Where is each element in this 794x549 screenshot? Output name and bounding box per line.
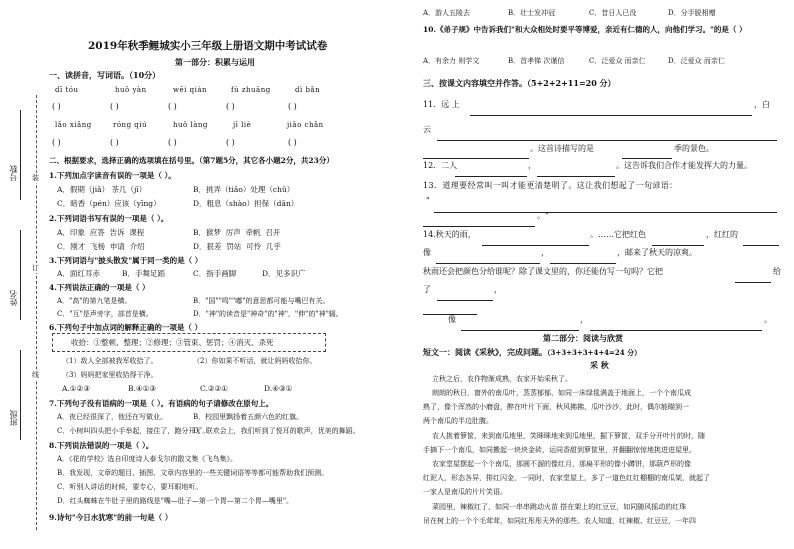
q14-period: 。	[764, 315, 772, 324]
word: 课程	[129, 228, 145, 237]
item6-sentence-3: （3）妈妈把家里收拾得干净。	[62, 371, 158, 379]
q14-blank-4[interactable]	[436, 255, 540, 264]
q13-close-quote: 。"	[537, 211, 549, 220]
q10-opt-c[interactable]: C．泛爱众 而亲仁	[589, 57, 646, 65]
item2-opt-b[interactable]	[193, 227, 280, 238]
q11-start: 11．远 上	[423, 100, 460, 109]
passage-label	[423, 347, 641, 358]
item2-opt-d[interactable]	[193, 241, 281, 252]
item6-opt-c[interactable]: C.②②①	[200, 384, 229, 393]
item4-opt-b[interactable]: B．"国""鸣""嘟"的意思都可能与嘴巴有关。	[193, 297, 330, 305]
item6-opt-a[interactable]: A.①②③	[62, 384, 90, 393]
q10-opt-b[interactable]: B．首孝悌 次谨信	[508, 57, 565, 65]
passage-line: 两个南瓜的半边肚腹。	[423, 417, 493, 425]
passage-title: 采 秋	[590, 360, 609, 370]
cut-mark-zhuang: 装	[32, 174, 39, 182]
q12-end: 。这告诉我们合作才能发挥大的力量。	[616, 161, 752, 170]
student-number-label: 号数	[9, 165, 18, 181]
part2-heading: 第二部分：阅读与欣赏	[543, 333, 623, 343]
definition-box	[52, 333, 326, 352]
item7-stem: 7.下列句子没有语病的一项是（ ）。有语病的句子请修改在原句上。	[49, 399, 274, 408]
q14-blank-5[interactable]	[550, 255, 616, 264]
word: A．印象	[57, 228, 85, 237]
q14-comma2: ，	[494, 285, 502, 294]
pinyin-9: jī liè	[233, 121, 252, 129]
q14-blank-2[interactable]	[652, 237, 704, 246]
answer-paren[interactable]: ( )	[52, 138, 61, 147]
word: 召开	[265, 228, 281, 237]
q14-like: 像	[423, 248, 431, 257]
word: 飞杨	[90, 242, 106, 251]
item7-opt-b[interactable]: B．校园里飘扬着五颜六色的红旗。	[193, 413, 304, 421]
q11-mid: ，白	[754, 100, 770, 109]
q14-prompt: 秋雨还会把颜色分给谁呢？除了课文里的，你还能仿写一句吗？它把	[423, 267, 663, 276]
item8-opt-a[interactable]: A．《花的学校》选自印度诗人泰戈尔的散文集《飞鸟集》。	[57, 455, 238, 463]
pinyin-5: dì bǎn	[295, 86, 321, 94]
item8-stem: 8.下列说法错误的一项是（ ）。	[49, 441, 154, 450]
class-line	[20, 350, 21, 440]
q10-opt-a[interactable]: A．有余力 则学文	[423, 57, 480, 65]
answer-paren[interactable]: ( )	[226, 138, 235, 147]
answer-paren[interactable]: ( )	[288, 102, 297, 111]
item3-stem: 3.下列词语与"披头散发"属于同一类的是（ ）	[49, 256, 203, 265]
item2-stem: 2.下列词语书写有误的一项是（ ）。	[49, 214, 169, 223]
item8-opt-b[interactable]: B．我发现，文章的题目、插图、文章内容里的一些关键词语等等都可能帮助我们预测。	[57, 469, 329, 477]
name-label: 姓名	[9, 290, 18, 306]
item7-opt-d[interactable]: D．联欢会上，我们听到了悦耳的歌声，优美的舞蹈。	[193, 427, 360, 435]
item4-opt-d[interactable]: D．"神"的读音是"神奇"的"神"，"伸"的"神"辐。	[193, 310, 343, 318]
word: 告诉	[109, 228, 125, 237]
q14-comma: ，	[541, 248, 549, 257]
q10-opt-d[interactable]: D．泛爱众 而亲仁	[668, 57, 725, 65]
cut-mark-ding: 订	[32, 264, 39, 272]
item1-opt-a[interactable]: A．假期（jiǎ） 茶几（jī）	[57, 185, 147, 194]
item6-stem: 6.下列句子中加点词的解释正确的一项是（ ）	[49, 323, 202, 332]
word: 可怜	[246, 242, 262, 251]
word: 申请	[109, 242, 125, 251]
item3-opt-a[interactable]: A．面红耳赤	[57, 269, 100, 278]
passage-line: 一家人是南瓜的片片笑语。	[423, 488, 507, 496]
q14-start: 14.秋天的雨，	[423, 230, 476, 239]
word: 罚站	[226, 242, 242, 251]
word: 介绍	[129, 242, 145, 251]
answer-paren[interactable]: ( )	[110, 102, 119, 111]
pinyin-6: lǎo xiǎng	[55, 121, 92, 129]
name-line	[20, 230, 21, 320]
q14-mail: ，邮来了秋天的凉爽。	[617, 248, 697, 257]
word: B．猴梦	[193, 228, 222, 237]
pinyin-2: huǒ yàn	[115, 86, 147, 94]
cut-mark-xian: 线	[32, 371, 39, 379]
word: C．刚才	[57, 242, 86, 251]
item3-opt-d[interactable]: D．见多识广	[262, 269, 306, 278]
q13-open-quote: "	[426, 196, 430, 205]
answer-paren[interactable]: ( )	[168, 102, 177, 111]
q11-yun: 云	[423, 125, 431, 134]
passage-label-text: 短文一：阅读《采秋》，完成问题。	[423, 347, 547, 357]
q12-blank-1[interactable]	[455, 168, 527, 177]
pinyin-1: dī tóu	[55, 86, 79, 94]
q9-opt-b[interactable]: B．壮士发冲冠	[508, 9, 556, 17]
definition-text: 收拾：①整顿、整理；②修理；③管束、惩罚；④消灭、杀死	[71, 338, 274, 347]
q14-blank-1[interactable]	[482, 237, 589, 246]
answer-paren[interactable]: ( )	[168, 138, 177, 147]
item7-opt-c[interactable]: C．小树叫四头把小手举起，接住了，跑分开了。	[57, 427, 210, 435]
item9-stem: 9.诗句"今日水犹寒"的前一句是（ ）	[49, 513, 173, 522]
q14-blank-9[interactable]	[461, 322, 579, 331]
item4-stem: 4.下列说法正确的一项是（ ）	[49, 283, 150, 292]
passage-line: 熟了，像个浑然的小磨盘，醉在叶片下面，秋风拂拂，瓜叶沙沙，此时，偶尔能瞄到一	[423, 403, 689, 411]
exam-title: 2019年秋季鲤城实小三年级上册语文期中考试试卷	[88, 40, 328, 52]
q12-blank-2[interactable]	[537, 168, 615, 177]
q9-opt-a[interactable]: A．游人五陵去	[423, 9, 471, 17]
passage-line: 手摘下一个南瓜，如同搬起一块块金砖，运同香甜到箩筐里，并翻翻惊惊地挑进进屋里。	[423, 446, 696, 454]
item1-stem: 1.下列加点字读音有误的一项是（ ）。	[49, 171, 176, 180]
item7-opt-a[interactable]: A．夜已经很深了，他还在写做业。	[57, 413, 168, 421]
word: 厉声	[225, 228, 241, 237]
answer-paren[interactable]: ( )	[288, 138, 297, 147]
item1-opt-c[interactable]: C．暗香（pén）应该（yīng）	[57, 199, 161, 208]
q1-heading: 一、读拼音，写词语。（10分）	[49, 70, 161, 80]
q12-start: 12．二人	[423, 161, 458, 170]
q11-blank-2[interactable]	[437, 132, 777, 141]
item6-opt-b[interactable]: B.④①③	[128, 384, 157, 393]
q11-desc: 。这首诗描写的是	[530, 144, 594, 153]
answer-paren[interactable]: ( )	[110, 138, 119, 147]
item2-opt-a[interactable]	[57, 227, 144, 238]
q14-red2: ，红红的	[706, 230, 738, 239]
passage-line: 红泥人，形态各异，排红闪金，一同时，农家堂屋上，多了一道色红红棚棚的南瓜架，就起了	[423, 474, 710, 482]
q9-opt-d[interactable]: D．分手脱相赠	[668, 9, 716, 17]
item4-opt-a[interactable]: A．"高"的第九笔是横。	[57, 297, 132, 305]
q14-blank-6[interactable]	[735, 274, 771, 283]
q11-end: 季的景色。	[674, 144, 714, 153]
q10-text: 10.《弟子规》中告诉我们"和大众相处时要平等博爱，亲近有仁德的人，向他们学习。"的是（ ）	[423, 25, 747, 34]
answer-paren[interactable]: ( )	[226, 102, 235, 111]
q14-blank-7[interactable]	[437, 292, 493, 301]
word: D．狠差	[193, 242, 222, 251]
item1-opt-d[interactable]: D．粗息（shào）担保（dān）	[193, 199, 299, 208]
q13-blank-2[interactable]	[423, 218, 535, 227]
passage-line: 朗朗的秋日，窗外的南瓜叶，蒸蒸郁郁，如同一床绿毯满盖于地面上，一个个南瓜成	[432, 389, 691, 397]
pinyin-7: róng qiú	[113, 121, 148, 129]
pinyin-8: huǒ làng	[173, 121, 208, 129]
q11-blank-1[interactable]	[470, 107, 752, 116]
item6-opt-d[interactable]: D.④③①	[264, 384, 293, 393]
class-label: 班级	[9, 410, 18, 426]
word: 几乎	[265, 242, 281, 251]
q11-blank-4[interactable]	[622, 150, 672, 159]
passage-line: 菜园里，辣椒红了，如同一串串跳动火苗 搭在架上的红豆豆，如同随风摇动的红珠	[432, 503, 687, 511]
part1-heading: 第一部分：积累与运用	[175, 57, 255, 67]
passage-line: 农家堂屋摆起一个个南瓜，那圆不溜的像红月，那扁平形的像小蹲饼，那葫芦形的像	[432, 460, 691, 468]
passage-line: 立秋之后，农作物渐成熟，农家开始采秋了。	[432, 375, 572, 383]
item8-opt-c[interactable]: C．听别人讲话的时候，要专心，要耳眼地听。	[57, 483, 203, 491]
q12-comma: ，	[528, 161, 536, 170]
item2-opt-c[interactable]	[57, 241, 145, 252]
passage-score: （3+3+3+3+4+4=24 分）	[547, 348, 642, 357]
passage-line: 吊在树上的一个个毛茸茸，如同红彤彤天外的那些。农人知道，红辣椒、红豆豆，一年四	[423, 517, 696, 525]
item8-opt-d[interactable]: D．红头蜘蛛在牛肚子里的路线是"嘴—肚子—第一个胃—第二个胃—嘴里"。	[57, 497, 294, 505]
q14-red: 。……它把红色	[590, 230, 646, 239]
q14-like2: 像	[448, 315, 456, 324]
passage-line: 农人挑着箩筐，来到南瓜地里，笑眯眯地来到瓜地里，掘下箩筐，双手分开叶片的时，随	[432, 432, 705, 440]
q11-blank-3[interactable]	[423, 150, 529, 159]
q13-blank-1[interactable]	[434, 204, 777, 213]
item1-opt-b[interactable]: B．挑弄（tiǎo）处理（chǔ）	[193, 185, 295, 194]
pinyin-4: fú zhuāng	[231, 86, 271, 94]
item6-sentence-2: （2）你如果不听话，就让妈妈收拾你。	[193, 357, 317, 365]
q9-opt-c[interactable]: C．昔日人已没	[589, 9, 637, 17]
cut-line	[36, 95, 37, 530]
number-line	[20, 110, 21, 200]
q14-blank-10[interactable]	[590, 322, 762, 331]
q10-stem	[423, 23, 783, 37]
q14-blank-3[interactable]	[743, 237, 779, 246]
q14-comma3: ，	[580, 315, 588, 324]
q13-stem: 13．道理要经常叫一叫才能更清楚明了。这让我们想起了一句谚语：	[423, 181, 678, 190]
q14-give: 给	[773, 267, 781, 276]
pinyin-10: jiǎo chǎn	[287, 121, 324, 129]
item3-opt-b[interactable]: B．手舞足蹈	[122, 269, 166, 278]
word: 应答	[89, 228, 105, 237]
word: 牵帆	[245, 228, 261, 237]
q2-heading: 二、根据要求，选择正确的选项填在括号里。（第7题5分，其它各小题2分，共23分）	[49, 156, 334, 165]
item6-sentence-1: （1）敌人全部被我军收拾了。	[62, 357, 158, 365]
pinyin-3: wēi qián	[173, 86, 207, 94]
q3-heading: 三、按课文内容填空并作答。（5+2+2+11=20 分）	[423, 78, 616, 88]
answer-paren[interactable]: ( )	[52, 102, 61, 111]
item4-opt-c[interactable]: C．"互"是声旁字，部首是横。	[57, 310, 153, 318]
item3-opt-c[interactable]: C．指手画脚	[193, 269, 237, 278]
q14-le: 了	[423, 285, 431, 294]
